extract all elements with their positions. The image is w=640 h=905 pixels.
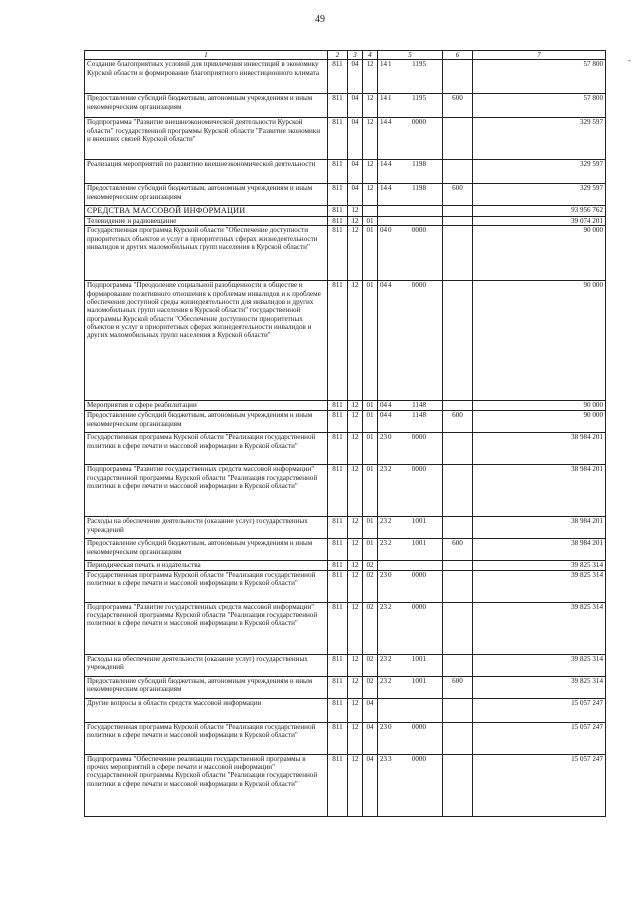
subsection-code: 01 [363,433,378,465]
target-article-code [378,754,443,816]
expense-type-code [443,160,473,184]
section-code: 04 [348,118,363,160]
row-name: Предоставление субсидий бюджетным, автономным учреждениям и иным некоммерческим организациям [85,184,328,206]
table-row [85,94,606,118]
row-name: Создание благоприятных условий для привлечения инвестиций в экономику Курской области и формирование благоприятного инвестиционного климата [85,60,328,94]
target-article-part: 4 [388,184,392,193]
subsection-code: 02 [363,602,378,654]
amount: 329 597 [473,160,606,184]
table-row [85,570,606,602]
section-code: 12 [348,539,363,561]
table-row [85,698,606,722]
subsection-code: 01 [363,226,378,281]
subsection-code: 01 [363,216,378,225]
table-row [85,411,606,433]
target-article-part: 1148 [412,411,426,420]
row-name: Подпрограмма "Развитие внешнеэкономической деятельности Курской области" государственной программы Курской области "Развитие экономики и внешних связей Курской области" [85,118,328,160]
amount: 38 984 201 [473,517,606,539]
expense-type-code [443,698,473,722]
section-code: 12 [348,676,363,698]
target-article-code [378,216,443,225]
table-row [85,184,606,206]
section-code: 12 [348,602,363,654]
target-article-part: 4 [388,160,392,169]
amount: 39 074 201 [473,216,606,225]
target-article-part: 0000 [411,754,426,763]
subsection-code: 12 [363,118,378,160]
header-cell: 5 [378,51,443,60]
target-article-part: 1001 [411,539,426,548]
table-row [85,561,606,570]
target-article-part: 4 [388,118,392,127]
target-article-part: 4 [388,401,392,410]
target-article-code [378,561,443,570]
target-article-part: 4 [388,411,392,420]
target-article-part: 0000 [411,281,426,290]
target-article-part: 23 [380,517,388,526]
target-article-part: 1148 [412,401,426,410]
row-name: Предоставление субсидий бюджетным, автономным учреждениям и иным некоммерческим организациям [85,94,328,118]
target-article-part: 04 [380,281,388,290]
subsection-code: 12 [363,60,378,94]
section-code: 12 [348,698,363,722]
target-article-part: 23 [380,654,388,663]
table-row [85,722,606,754]
target-article-part: 1001 [411,517,426,526]
subsection-code: 01 [363,539,378,561]
target-article-part: 1001 [411,676,426,685]
header-cell: 6 [443,51,473,60]
section-code: 12 [348,216,363,225]
amount: 38 984 201 [473,465,606,517]
admin-code: 811 [328,94,348,118]
subsection-code: 12 [363,94,378,118]
amount: 57 800 [473,60,606,94]
target-article-part: 0 [388,722,392,731]
target-article-code [378,517,443,539]
section-code: 12 [348,226,363,281]
target-article-code [378,539,443,561]
admin-code: 811 [328,411,348,433]
target-article-part: 3 [388,754,392,763]
admin-code: 811 [328,570,348,602]
target-article-code [378,160,443,184]
target-article-part: 23 [380,754,388,763]
target-article-part: 1 [388,94,392,103]
amount: 38 984 201 [473,433,606,465]
expense-type-code [443,654,473,676]
target-article-part: 14 [380,118,388,127]
amount: 57 800 [473,94,606,118]
admin-code: 811 [328,676,348,698]
amount: 329 597 [473,118,606,160]
subsection-code: 12 [363,160,378,184]
expense-type-code [443,226,473,281]
expense-type-code: 600 [443,411,473,433]
section-code: 12 [348,465,363,517]
table-row [85,654,606,676]
section-code: 12 [348,517,363,539]
table-row [85,602,606,654]
target-article-part: 0 [388,226,392,235]
table-row [85,60,606,94]
amount: 15 057 247 [473,698,606,722]
target-article-code [378,698,443,722]
section-code: 12 [348,433,363,465]
target-article-part: 0000 [411,118,426,127]
target-article-code [378,118,443,160]
admin-code: 811 [328,60,348,94]
target-article-code [378,226,443,281]
expense-type-code: 600 [443,184,473,206]
target-article-part: 1001 [411,654,426,663]
admin-code: 811 [328,539,348,561]
amount: 329 597 [473,184,606,206]
target-article-part: 0 [388,570,392,579]
admin-code: 811 [328,433,348,465]
row-name: Подпрограмма "Преодоление социальной разобщенности в обществе и формирование позитивного отношения к проблемам инвалидов и к проблеме обеспечения доступной среды жизнедеятельности для инвалидов и других маломобильных групп населения в Курской области" государственной программы Курской области "Обеспечение доступности приоритетных объектов и услуг в приоритетных сферах жизнедеятельности инвалидов и других маломобильных групп населения в Курской области" [85,281,328,401]
expense-type-code [443,401,473,411]
expense-type-code [443,118,473,160]
target-article-code [378,281,443,401]
target-article-part: 23 [380,676,388,685]
header-cell: 4 [363,51,378,60]
target-article-part: 23 [380,570,388,579]
target-article-part: 1 [388,60,392,69]
row-name: Государственная программа Курской области "Реализация государственной политики в сфере печати и массовой информации в Курской области" [85,570,328,602]
subsection-code: 02 [363,561,378,570]
expense-type-code [443,281,473,401]
amount: 38 984 201 [473,539,606,561]
amount: 15 057 247 [473,722,606,754]
target-article-part: 0000 [411,722,426,731]
admin-code: 811 [328,698,348,722]
subsection-code: 02 [363,676,378,698]
expense-type-code: 600 [443,94,473,118]
amount: 90 000 [473,401,606,411]
table-row [85,281,606,401]
section-code: 12 [348,754,363,816]
row-name: Реализация мероприятий по развитию внешнеэкономической деятельности [85,160,328,184]
row-name: Предоставление субсидий бюджетным, автономным учреждениям и иным некоммерческим организациям [85,676,328,698]
table-row [85,433,606,465]
subsection-code: 01 [363,281,378,401]
target-article-part: 23 [380,602,388,611]
target-article-code [378,654,443,676]
amount: 15 057 247 [473,754,606,816]
table-row [85,206,606,217]
amount: 39 825 314 [473,561,606,570]
target-article-part: 14 [380,184,388,193]
amount: 39 825 314 [473,602,606,654]
target-article-code [378,411,443,433]
target-article-code [378,433,443,465]
admin-code: 811 [328,226,348,281]
target-article-code [378,570,443,602]
admin-code: 811 [328,401,348,411]
target-article-part: 0 [388,433,392,442]
expense-type-code [443,206,473,217]
admin-code: 811 [328,118,348,160]
row-name: Государственная программа Курской области "Обеспечение доступности приоритетных объектов и услуг в приоритетных сферах жизнедеятельности инвалидов и других маломобильных групп населения в Курской области" [85,226,328,281]
header-cell: 1 [85,51,328,60]
row-name: Расходы на обеспечение деятельности (оказание услуг) государственных учреждений [85,517,328,539]
table-row [85,676,606,698]
admin-code: 811 [328,206,348,217]
target-article-part: 1195 [412,60,426,69]
table-row [85,160,606,184]
target-article-part: 1195 [412,94,426,103]
table-row [85,465,606,517]
expense-type-code [443,433,473,465]
expense-type-code [443,570,473,602]
row-name: СРЕДСТВА МАССОВОЙ ИНФОРМАЦИИ [85,206,328,217]
header-cell: 7 [473,51,606,60]
target-article-code [378,676,443,698]
target-article-code [378,722,443,754]
expense-type-code [443,754,473,816]
section-code: 04 [348,184,363,206]
amount: 93 956 762 [473,206,606,217]
target-article-code [378,401,443,411]
admin-code: 811 [328,602,348,654]
table-row [85,118,606,160]
target-article-part: 1198 [412,184,426,193]
table-row [85,216,606,225]
target-article-part: 23 [380,539,388,548]
target-article-code [378,60,443,94]
target-article-part: 1198 [412,160,426,169]
table-row [85,517,606,539]
subsection-code: 02 [363,570,378,602]
budget-table [84,50,606,817]
row-name: Государственная программа Курской области "Реализация государственной политики в сфере печати и массовой информации в Курской области" [85,433,328,465]
row-name: Телевидение и радиовещание [85,216,328,225]
expense-type-code [443,60,473,94]
row-name: Подпрограмма "Развитие государственных средств массовой информации" государственной программы Курской области "Реализация государственной политики в сфере печати и массовой информации в Курской области" [85,465,328,517]
admin-code: 811 [328,216,348,225]
admin-code: 811 [328,517,348,539]
row-name: Мероприятия в сфере реабилитации [85,401,328,411]
section-code: 12 [348,281,363,401]
target-article-part: 14 [380,160,388,169]
expense-type-code [443,561,473,570]
amount: 39 825 314 [473,676,606,698]
target-article-part: 14 [380,60,388,69]
expense-type-code [443,602,473,654]
admin-code: 811 [328,160,348,184]
target-article-part: 0000 [411,465,426,474]
subsection-code: 01 [363,401,378,411]
row-name: Расходы на обеспечение деятельности (оказание услуг) государственных учреждений [85,654,328,676]
section-code: 12 [348,206,363,217]
target-article-part: 14 [380,94,388,103]
row-name: Подпрограмма "Развитие государственных средств массовой информации" государственной программы Курской области "Реализация государственной политики в сфере печати и массовой информации в Курской области" [85,602,328,654]
target-article-part: 2 [388,465,392,474]
section-code: 04 [348,60,363,94]
amount: 90 000 [473,411,606,433]
target-article-code [378,465,443,517]
target-article-part: 23 [380,433,388,442]
admin-code: 811 [328,754,348,816]
row-name: Периодическая печать и издательства [85,561,328,570]
target-article-code [378,184,443,206]
admin-code: 811 [328,722,348,754]
expense-type-code [443,216,473,225]
subsection-code: 01 [363,517,378,539]
amount: 90 000 [473,226,606,281]
target-article-part: 0000 [411,602,426,611]
admin-code: 811 [328,654,348,676]
target-article-code [378,94,443,118]
header-row [85,51,606,60]
section-code: 12 [348,722,363,754]
header-cell: 3 [348,51,363,60]
target-article-part: 23 [380,722,388,731]
target-article-part: 2 [388,676,392,685]
target-article-part: 04 [380,401,388,410]
subsection-code [363,206,378,217]
admin-code: 811 [328,465,348,517]
target-article-part: 23 [380,465,388,474]
section-code: 12 [348,570,363,602]
table-row [85,539,606,561]
amount: 39 825 314 [473,570,606,602]
target-article-part: 04 [380,411,388,420]
subsection-code: 01 [363,465,378,517]
amount: 90 000 [473,281,606,401]
row-name: Подпрограмма "Обеспечение реализации государственной программы в прочих мероприятий в сфере печати и массовой информации" государственной программы Курской области "Реализация государственной политики в сфере печати и массовой информации в Курской области" [85,754,328,816]
target-article-part: 2 [388,517,392,526]
target-article-part: 0000 [411,433,426,442]
section-code: 04 [348,94,363,118]
row-name: Предоставление субсидий бюджетным, автономным учреждениям и иным некоммерческим организациям [85,539,328,561]
section-code: 12 [348,561,363,570]
row-name: Предоставление субсидий бюджетным, автономным учреждениям и иным некоммерческим организациям [85,411,328,433]
expense-type-code: 600 [443,676,473,698]
target-article-code [378,206,443,217]
target-article-part: 2 [388,539,392,548]
target-article-code [378,602,443,654]
page-number: 49 [315,14,325,25]
subsection-code: 12 [363,184,378,206]
target-article-part: 2 [388,602,392,611]
subsection-code: 04 [363,722,378,754]
expense-type-code [443,722,473,754]
row-name: Государственная программа Курской области "Реализация государственной политики в сфере печати и массовой информации в Курской области" [85,722,328,754]
target-article-part: 0000 [411,226,426,235]
admin-code: 811 [328,281,348,401]
target-article-part: 2 [388,654,392,663]
side-mark: - [628,56,631,65]
section-code: 12 [348,411,363,433]
amount: 39 825 314 [473,654,606,676]
admin-code: 811 [328,184,348,206]
section-code: 12 [348,401,363,411]
subsection-code: 04 [363,754,378,816]
expense-type-code [443,465,473,517]
section-code: 04 [348,160,363,184]
expense-type-code: 600 [443,539,473,561]
subsection-code: 04 [363,698,378,722]
target-article-part: 04 [380,226,388,235]
expense-type-code [443,517,473,539]
section-code: 12 [348,654,363,676]
row-name: Другие вопросы в области средств массовой информации [85,698,328,722]
header-cell: 2 [328,51,348,60]
target-article-part: 0000 [411,570,426,579]
admin-code: 811 [328,561,348,570]
target-article-part: 4 [388,281,392,290]
table-row [85,754,606,816]
table-row [85,226,606,281]
subsection-code: 02 [363,654,378,676]
table-row [85,401,606,411]
subsection-code: 01 [363,411,378,433]
